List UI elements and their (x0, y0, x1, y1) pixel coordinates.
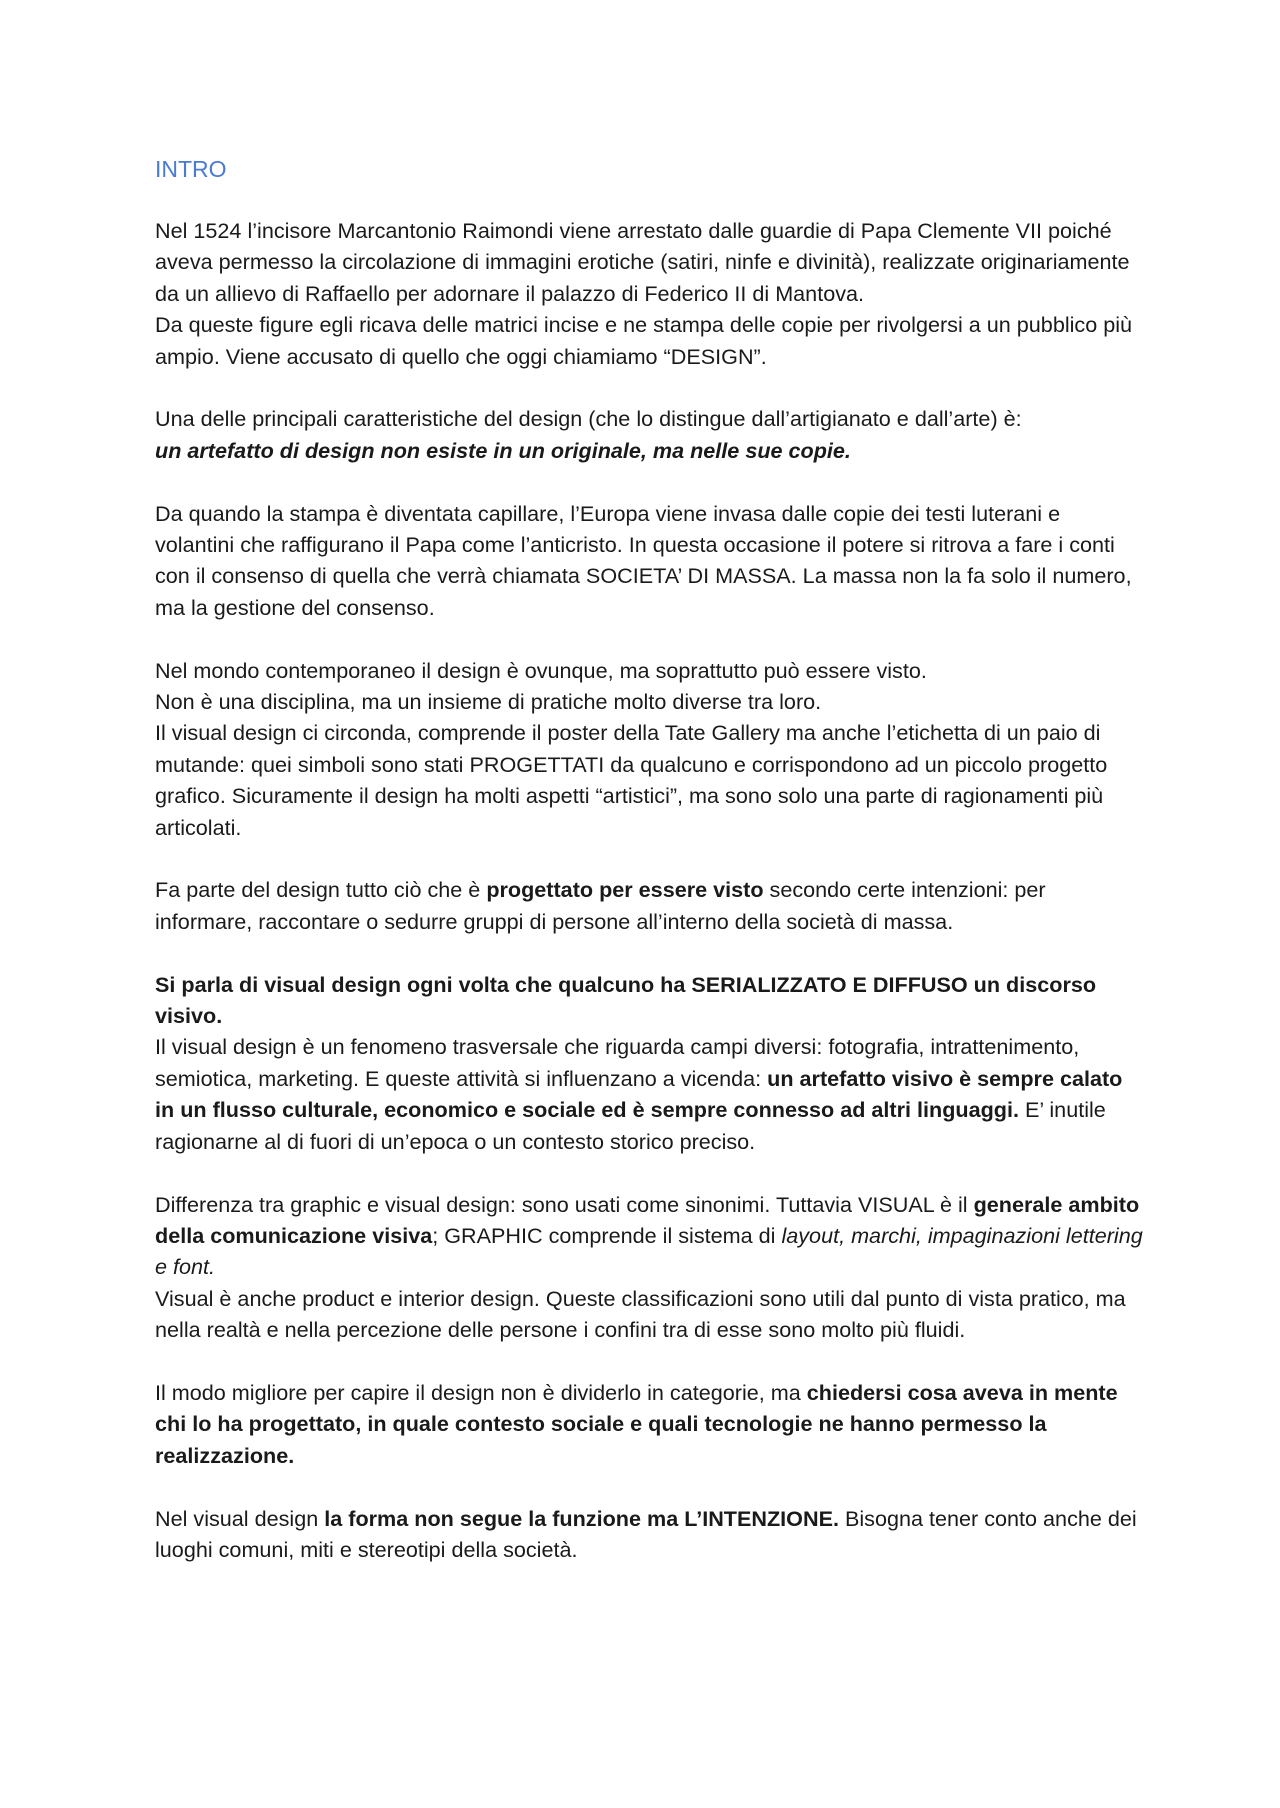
paragraph-4b (155, 686, 1145, 717)
paragraph-text: Il modo migliore per capire il design non è dividerlo in categorie, ma (155, 1379, 807, 1405)
paragraph-text: ; GRAPHIC comprende il sistema di (432, 1222, 782, 1248)
paragraph-7b (155, 1283, 1145, 1346)
paragraph-text: Il visual design ci circonda, comprende il poster della Tate Gallery ma anche l’etichetta di un paio di mutande: quei simboli sono stati PROGETTATI da qualcuno e corrispondono ad un piccolo progetto grafico. Sicuramente il design ha molti aspetti “artistici”, ma sono solo una parte di ragionamenti più articolati. (155, 720, 1108, 840)
paragraph-6a (155, 969, 1145, 1032)
paragraph-4a (155, 655, 1145, 686)
paragraph-7a (155, 1189, 1145, 1283)
paragraph-1 (155, 215, 1145, 309)
paragraph-text: Una delle principali caratteristiche del design (che lo distingue dall’artigianato e dall’arte) è: (155, 406, 1022, 432)
paragraph-1b (155, 309, 1145, 372)
paragraph-6b (155, 1031, 1145, 1157)
paragraph-text: Da queste figure egli ricava delle matrici incise e ne stampa delle copie per rivolgersi a un pubblico più ampio. Viene accusato di quello che oggi chiamiamo “DESIGN”. (155, 312, 1133, 369)
paragraph-2 (155, 403, 1145, 466)
paragraph-9 (155, 1503, 1145, 1566)
paragraph-3 (155, 498, 1145, 624)
bold-text: un artefatto visivo è sempre calato in un flusso culturale, economico e sociale ed è sempre connesso ad altri linguaggi. (155, 1065, 1123, 1123)
paragraph-text: Da quando la stampa è diventata capillare, l’Europa viene invasa dalle copie dei testi luterani e volantini che raffigurano il Papa come l’anticristo. In questa occasione il potere si ritrova a fare i conti con il consenso di quella che verrà chiamata SOCIETA’ DI MASSA. La massa non la fa solo il numero, ma la gestione del consenso. (155, 500, 1132, 620)
paragraph-text: Nel 1524 l’incisore Marcantonio Raimondi viene arrestato dalle guardie di Papa Clemente VII poiché aveva permesso la circolazione di immagini erotiche (satiri, ninfe e divinità), realizzate originariamente da un allievo di Raffaello per adornare il palazzo di Federico II di Mantova. (155, 218, 1130, 306)
bold-text: generale ambito della comunicazione visiva (155, 1191, 1140, 1248)
paragraph-text: Fa parte del design tutto ciò che è (155, 877, 487, 903)
italic-text: layout, marchi, impaginazioni lettering e font. (155, 1222, 1143, 1280)
bold-text: chiedersi cosa aveva in mente chi lo ha progettato, in quale contesto sociale e quali tecnologie ne hanno permesso la realizzazione. (155, 1379, 1118, 1468)
paragraph-text: Non è una disciplina, ma un insieme di pratiche molto diverse tra loro. (155, 689, 822, 715)
paragraph-text: Visual è anche product e interior design. Queste classificazioni sono utili dal punto di vista pratico, ma nella realtà e nella percezione delle persone i confini tra di esse sono molto più fluidi. (155, 1285, 1126, 1343)
bold-text: progettato per essere visto (486, 877, 764, 903)
document-body (155, 215, 1145, 1565)
paragraph-text: E’ inutile ragionarne al di fuori di un’epoca o un contesto storico preciso. (155, 1097, 1106, 1154)
paragraph-4c (155, 717, 1145, 843)
paragraph-text: secondo certe intenzioni: per informare, raccontare o sedurre gruppi di persone all’interno della società di massa. (155, 877, 1046, 934)
paragraph-text: Nel mondo contemporaneo il design è ovunque, ma soprattutto può essere visto. (155, 657, 927, 683)
bold-text: la forma non segue la funzione ma L’INTENZIONE. (324, 1505, 839, 1531)
paragraph-text: Il visual design è un fenomeno trasversale che riguarda campi diversi: fotografia, intrattenimento, semiotica, marketing. E queste attività si influenzano a vicenda: (155, 1034, 1080, 1091)
paragraph-text: Differenza tra graphic e visual design: sono usati come sinonimi. Tuttavia VISUAL è il (155, 1191, 974, 1217)
paragraph-8 (155, 1377, 1145, 1471)
paragraph-text: Nel visual design (155, 1505, 325, 1531)
section-heading: INTRO (155, 156, 227, 182)
emphasis-text: un artefatto di design non esiste in un originale, ma nelle sue copie. (155, 437, 851, 463)
paragraph-5 (155, 874, 1145, 937)
paragraph-text: Bisogna tener conto anche dei luoghi comuni, miti e stereotipi della società. (155, 1505, 1137, 1562)
bold-text: Si parla di visual design ogni volta che qualcuno ha SERIALIZZATO E DIFFUSO un discorso visivo. (155, 971, 1097, 1029)
